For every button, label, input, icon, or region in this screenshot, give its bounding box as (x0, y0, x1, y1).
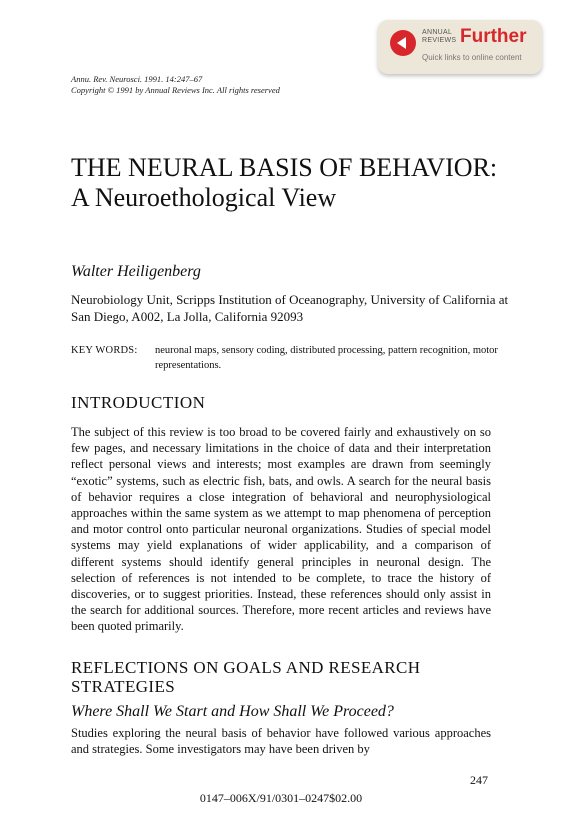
back-arrow-icon[interactable] (390, 30, 416, 56)
badge-subtitle: Quick links to online content (422, 53, 522, 62)
affiliation: Neurobiology Unit, Scripps Institution of Oceanography, University of California at San Diego, A002, La Jolla, California 92093 (71, 292, 509, 324)
citation (71, 74, 280, 96)
author-name: Walter Heiligenberg (71, 263, 201, 280)
keywords-text: neuronal maps, sensory coding, distributed processing, pattern recognition, motor representations. (155, 345, 498, 371)
introduction-heading: INTRODUCTION (71, 393, 206, 412)
subsection-heading: Where Shall We Start and How Shall We Proceed? (71, 703, 394, 720)
reflections-heading: REFLECTIONS ON GOALS AND RESEARCH STRATEGIES (71, 658, 421, 696)
citation-line1: Annu. Rev. Neurosci. 1991. 14:247–67 (71, 74, 203, 84)
page-number: 247 (470, 773, 488, 787)
further-badge[interactable] (378, 20, 542, 74)
annual-reviews-label (422, 29, 458, 45)
badge-top-line1: ANNUAL (422, 29, 453, 36)
badge-top-line2: REVIEWS (422, 37, 457, 44)
reflections-paragraph: Studies exploring the neural basis of behavior have followed various approaches and strategies. Some investigators may have been driven by (71, 726, 491, 757)
introduction-paragraph: The subject of this review is too broad to be covered fairly and exhaustively on so few pages, and necessary limitations in the choice of data and their interpretation reflect personal views and interests; most examples are drawn from seemingly “exotic” systems, such as electric fish, bats, and owls. A search for the neural basis of behavior requires a close integration of behavioral and neurophysiological approaches within the same system as we attempt to map phenomena of perception and motor control onto particular neuronal organizations. Studies of special model systems may yield explanations of wider applicability, and a comparison of different systems should identify general principles in neuronal design. The selection of references is not intended to be complete, to trace the history of discoveries, or to suggest priorities. Instead, these references should only assist in the search for additional sources. Therefore, more recent articles and reviews have been quoted primarily. (71, 425, 491, 634)
paper-title: THE NEURAL BASIS OF BEHAVIOR: A Neuroethological View (71, 153, 498, 212)
citation-line2: Copyright © 1991 by Annual Reviews Inc. All rights reserved (71, 85, 280, 95)
keywords-label: KEY WORDS: (71, 345, 138, 356)
further-label: Further (460, 26, 527, 47)
article-code: 0147–006X/91/0301–0247$02.00 (199, 791, 363, 805)
